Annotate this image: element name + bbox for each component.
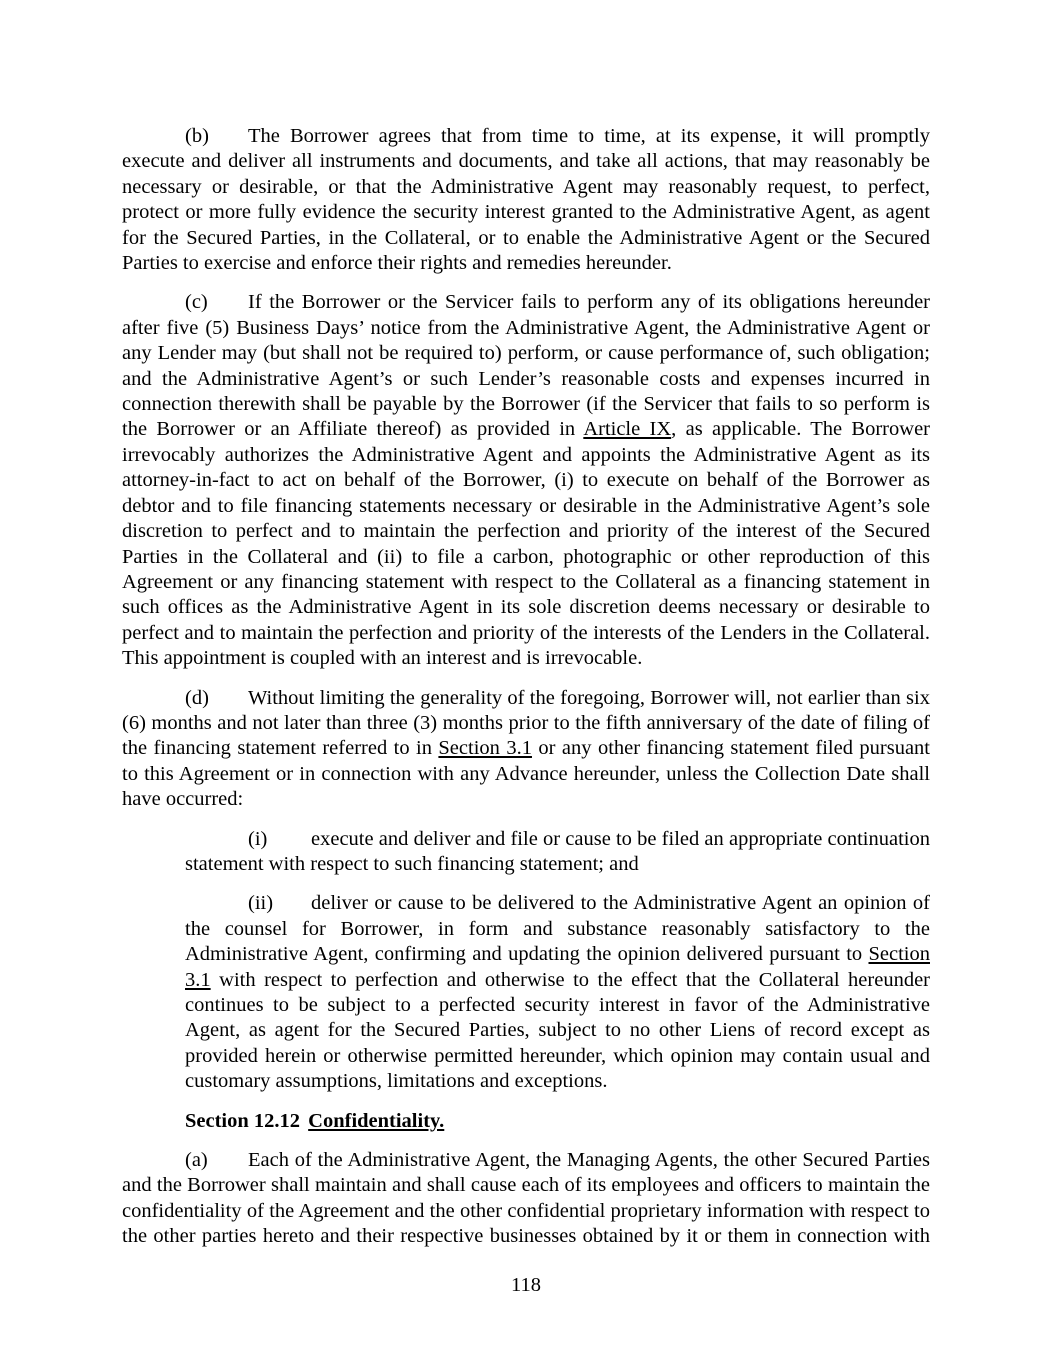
section-heading-title: Confidentiality. [308,1109,445,1132]
paragraph-b [122,124,930,276]
clause-ii-label: (ii) [248,892,274,915]
paragraph-c-text-before: If the Borrower or the Servicer fails to perform any of its obligations hereunder after five (5) Business Days’ notice from the Administrative Agent, the Administrative Agent or any Lender may (but shall not be required to) perform, or cause performance of, such obligation; and the Administrative Agent’s or such Lender’s reasonable costs and expenses incurred in connection therewith shall be payable by the Borrower (if the Servicer that fails to so perform is the Borrower or an Affiliate thereof) as provided in [122,291,930,441]
paragraph-b-text: The Borrower agrees that from time to time, at its expense, it will promptly execute and deliver all instruments and documents, and take all actions, that may reasonably be necessary or desirable, or that the Administrative Agent may reasonably request, to perfect, protect or more fully evidence the security interest granted to the Administrative Agent, as agent for the Secured Parties, in the Collateral, or to enable the Administrative Agent or the Secured Parties to exercise and enforce their rights and remedies hereunder. [122,125,930,275]
paragraph-a [122,1148,930,1250]
paragraph-d-text-after: or any other financing statement filed pursuant to this Agreement or in connection with any Advance hereunder, unless the Collection Date shall have occurred: [122,737,930,811]
paragraph-c [122,290,930,671]
clause-i-label: (i) [248,827,268,850]
paragraph-d-label: (d) [185,686,209,709]
cross-reference-section-3-1: Section 3.1 [438,737,532,760]
section-heading-number: Section 12.12 [185,1109,301,1132]
cross-reference-section-3-1: Section 3.1 [185,943,930,991]
clause-i [185,827,930,878]
clause-ii-text-after: with respect to perfection and otherwise to the effect that the Collateral hereunder continues to be subject to a perfected security interest in favor of the Administrative Agent, as agent for the Secured Parties, subject to no other Liens of record except as provided herein or otherwise permitted hereunder, which opinion may contain usual and customary assumptions, limitations and exceptions. [185,968,930,1093]
section-heading [122,1109,930,1134]
clause-ii [185,891,930,1094]
clause-ii-text-before: deliver or cause to be delivered to the Administrative Agent an opinion of the counsel for Borrower, in form and substance reasonably satisfactory to the Administrative Agent, confirming and updating the opinion delivered pursuant to [185,892,930,966]
paragraph-a-text: Each of the Administrative Agent, the Managing Agents, the other Secured Parties and the Borrower shall maintain and shall cause each of its employees and officers to maintain the confidentiality of the Agreement and the other confidential proprietary information with respect to the other parties hereto and their respective businesses obtained by it or them in connection with [122,1149,930,1248]
clause-i-text: execute and deliver and file or cause to be filed an appropriate continuation statement with respect to such financing statement; and [185,827,930,875]
page-number: 118 [511,1274,541,1296]
paragraph-c-label: (c) [185,291,208,314]
paragraph-b-label: (b) [185,125,209,147]
paragraph-c-text-after: , as applicable. The Borrower irrevocably authorizes the Administrative Agent and appoints the Administrative Agent as its attorney-in-fact to act on behalf of the Borrower, (i) to execute on behalf of the Borrower as debtor and to file financing statements necessary or desirable in the Administrative Agent’s sole discretion to perfect and to maintain the perfection and priority of the interest of the Secured Parties in the Collateral and (ii) to file a carbon, photographic or other reproduction of this Agreement or any financing statement with respect to the Collateral as a financing statement in such offices as the Administrative Agent in its sole discretion deems necessary or desirable to perfect and to maintain the perfection and priority of the interests of the Lenders in the Collateral. This appointment is coupled with an interest and is irrevocable. [122,418,930,670]
paragraph-a-label: (a) [185,1149,208,1172]
document-body [122,124,930,1264]
paragraph-d [122,686,930,813]
paragraph-d-text-before: Without limiting the generality of the foregoing, Borrower will, not earlier than six (6) months and not later than three (3) months prior to the fifth anniversary of the date of filing of the financing statement referred to in [122,686,930,760]
cross-reference-article-ix: Article IX [583,418,672,441]
